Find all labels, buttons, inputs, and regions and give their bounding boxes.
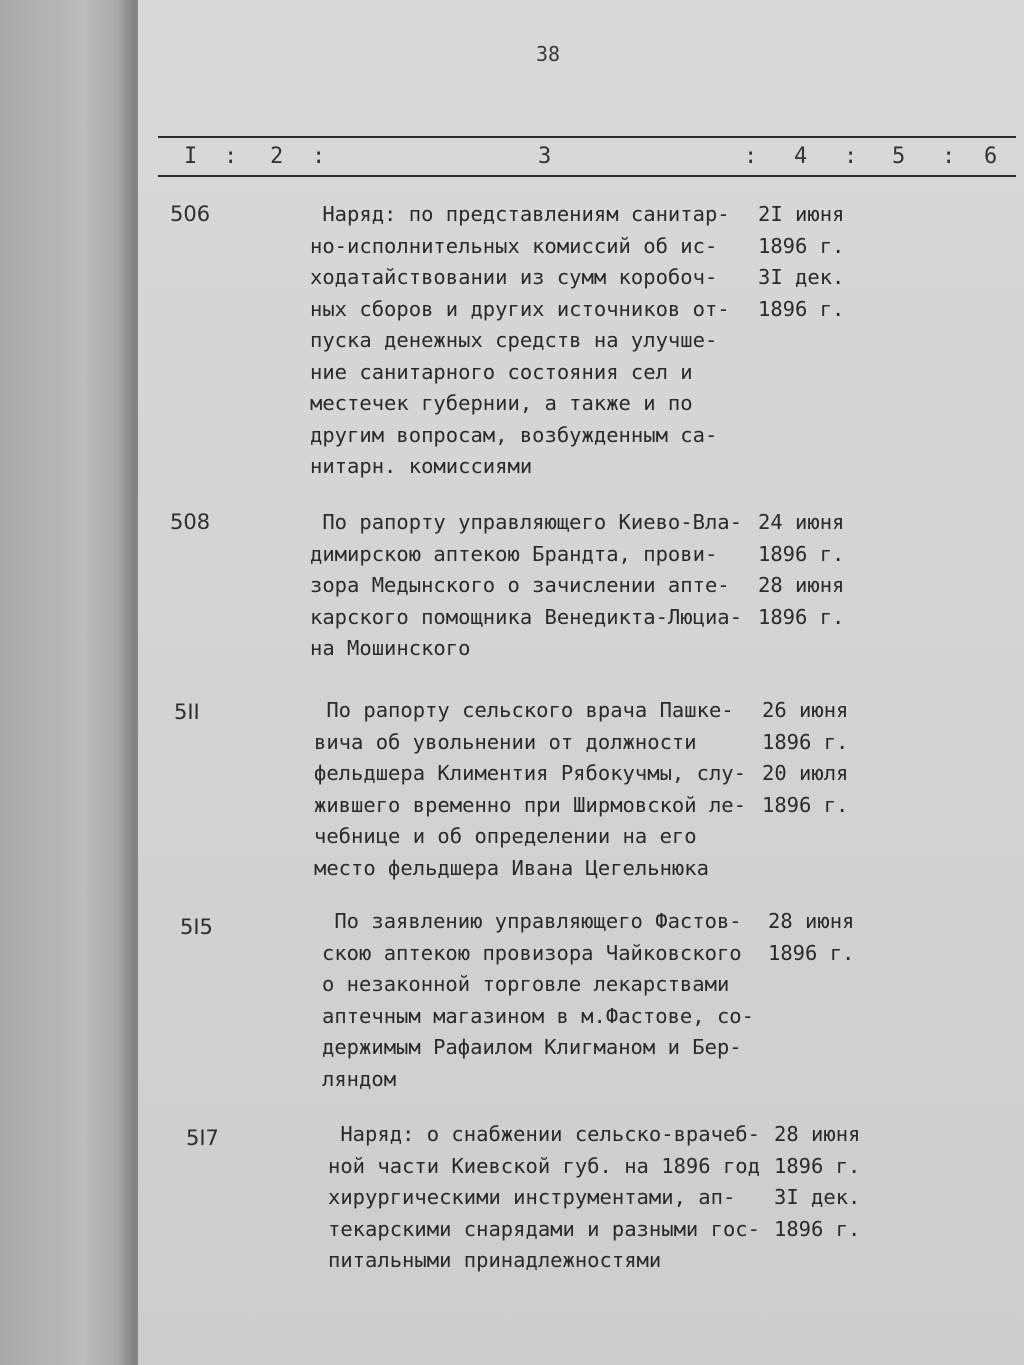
description-line: Наряд: о снабжении сельско-врачеб-	[328, 1122, 760, 1146]
column-header-3: 3	[538, 144, 552, 169]
column-separator: :	[844, 144, 858, 169]
description-line: чебнице и об определении на его	[314, 824, 697, 848]
description-line: пуска денежных средств на улучше-	[310, 328, 718, 352]
description-line: место фельдшера Ивана Цегельнюка	[314, 855, 709, 880]
date-line: 1896 г.	[758, 296, 845, 321]
description-line: ляндом	[322, 1066, 397, 1091]
entry-description	[314, 695, 746, 884]
entry-dates	[758, 199, 844, 325]
description-line: ных сборов и других источников от-	[310, 296, 730, 321]
description-line: нитарн. комиссиями	[310, 454, 533, 478]
description-line: держимым Рафаилом Клигманом и Бер-	[322, 1035, 742, 1059]
description-line: но-исполнительных комиссий об ис-	[310, 233, 718, 258]
description-line: По рапорту управляющего Киево-Вла-	[310, 510, 742, 534]
description-line: аптечным магазином в м.Фастове, со-	[322, 1003, 754, 1028]
entry-description	[310, 507, 742, 665]
description-line: питальными принадлежностями	[328, 1248, 662, 1272]
entry-number: 508	[170, 510, 211, 534]
description-line: Наряд: по представлениям санитар-	[310, 202, 730, 226]
description-line: По рапорту сельского врача Пашке-	[314, 698, 734, 722]
date-line: 28 июня	[774, 1122, 861, 1146]
description-line: жившего временно при Ширмовской ле-	[314, 792, 746, 817]
column-header-5: 5	[892, 144, 906, 169]
column-separator: :	[942, 144, 956, 169]
date-line: 28 июня	[758, 573, 845, 597]
description-line: фельдшера Климентия Рябокучмы, слу-	[314, 761, 746, 785]
description-line: хирургическими инструментами, ап-	[328, 1185, 736, 1209]
date-line: 20 июля	[762, 761, 849, 785]
description-line: вича об увольнении от должности	[314, 729, 697, 754]
date-line: 1896 г.	[774, 1216, 861, 1241]
entry-dates	[774, 1119, 860, 1245]
entry-description	[310, 199, 730, 483]
document-page	[138, 0, 1024, 1365]
entry-dates	[768, 906, 854, 969]
date-line: 3I дек.	[774, 1185, 861, 1209]
date-line: 1896 г.	[762, 792, 849, 817]
date-line: 1896 г.	[758, 541, 845, 566]
date-line: 2I июня	[758, 202, 845, 226]
date-line: 28 июня	[768, 909, 855, 933]
description-line: По заявлению управляющего Фастов-	[322, 909, 742, 933]
entry-description	[328, 1119, 760, 1277]
date-line: 1896 г.	[758, 604, 845, 629]
entry-description	[322, 906, 754, 1095]
column-header-4: 4	[794, 144, 808, 169]
description-line: другим вопросам, возбужденным са-	[310, 422, 718, 447]
description-line: текарскими снарядами и разными гос-	[328, 1216, 760, 1241]
date-line: 24 июня	[758, 510, 845, 534]
header-rule-bottom	[158, 175, 1016, 177]
entry-dates	[758, 507, 844, 633]
description-line: карского помощника Венедикта-Люциа-	[310, 604, 742, 629]
column-separator: :	[312, 144, 326, 169]
header-rule-top	[158, 136, 1016, 138]
column-header-1: I	[184, 144, 198, 169]
entry-number: 5II	[174, 700, 200, 724]
description-line: зора Медынского о зачислении апте-	[310, 573, 730, 597]
date-line: 1896 г.	[762, 729, 849, 754]
description-line: димирскою аптекою Брандта, прови-	[310, 541, 718, 566]
description-line: ние санитарного состояния сел и	[310, 359, 693, 384]
date-line: 1896 г.	[774, 1153, 861, 1178]
entry-dates	[762, 695, 848, 821]
description-line: местечек губернии, а также и по	[310, 391, 693, 415]
column-header-6: 6	[984, 144, 998, 169]
entry-number: 5I7	[186, 1126, 219, 1150]
column-header-2: 2	[270, 144, 284, 169]
date-line: 26 июня	[762, 698, 849, 722]
description-line: о незаконной торговле лекарствами	[322, 972, 730, 996]
entry-number: 506	[170, 202, 211, 226]
date-line: 3I дек.	[758, 265, 845, 289]
column-header-row	[158, 140, 1016, 174]
date-line: 1896 г.	[758, 233, 845, 258]
description-line: ходатайствовании из сумм коробоч-	[310, 265, 718, 289]
description-line: ной части Киевской губ. на 1896 год	[328, 1153, 760, 1178]
entry-number: 5I5	[180, 915, 213, 939]
date-line: 1896 г.	[768, 940, 855, 965]
page-number: 38	[536, 42, 561, 66]
description-line: скою аптекою провизора Чайковского	[322, 940, 742, 965]
description-line: на Мошинского	[310, 636, 471, 660]
column-separator: :	[744, 144, 758, 169]
column-separator: :	[224, 144, 238, 169]
